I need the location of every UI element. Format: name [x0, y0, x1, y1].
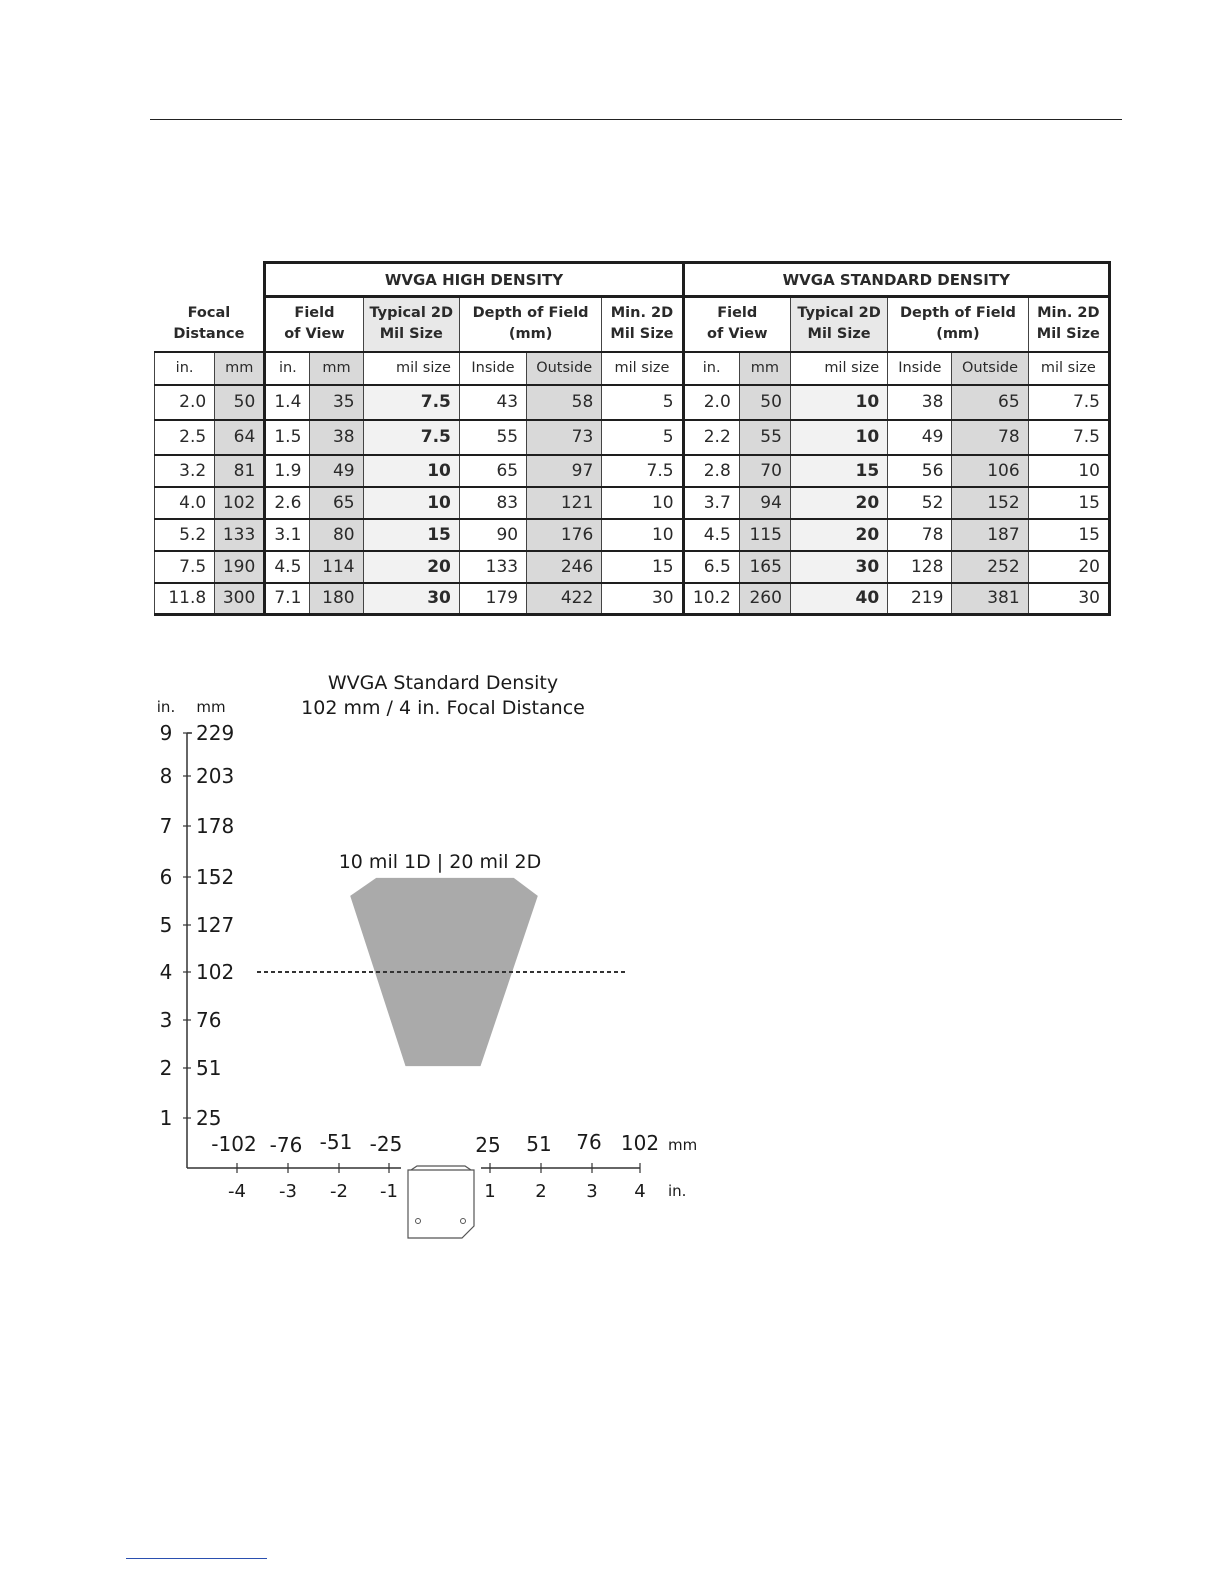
cell-sd-fov-mm: 94 [739, 487, 790, 519]
cell-sd-fov-mm: 165 [739, 551, 790, 583]
cell-hd-dof-inside: 55 [459, 420, 526, 455]
unit-hd-dof-outside: Outside [527, 352, 602, 385]
cell-hd-typical: 7.5 [363, 420, 459, 455]
cell-hd-dof-outside: 73 [527, 420, 602, 455]
cell-hd-dof-inside: 83 [459, 487, 526, 519]
unit-sd-dof-inside: Inside [888, 352, 952, 385]
cell-sd-typical: 20 [790, 487, 887, 519]
cell-hd-typical: 10 [363, 455, 459, 487]
cell-focal-in: 5.2 [155, 519, 215, 551]
x-tick-label-mm: -102 [211, 1132, 257, 1156]
y-tick-label-mm: 152 [196, 865, 235, 889]
x-tick-label-in: -4 [228, 1181, 246, 1202]
hd-depth-of-field-header: Depth of Field (mm) [459, 297, 601, 352]
y-tick-label-in: 7 [159, 814, 173, 838]
cell-focal-mm: 133 [215, 519, 265, 551]
cell-sd-dof-outside: 252 [952, 551, 1028, 583]
cell-sd-dof-inside: 78 [888, 519, 952, 551]
cell-hd-dof-inside: 179 [459, 583, 526, 615]
cell-sd-min: 15 [1028, 519, 1109, 551]
cell-sd-typical: 20 [790, 519, 887, 551]
cell-hd-min: 10 [602, 519, 683, 551]
cell-sd-fov-mm: 50 [739, 385, 790, 420]
cell-sd-dof-outside: 106 [952, 455, 1028, 487]
unit-sd-typical: mil size [790, 352, 887, 385]
cell-hd-dof-inside: 90 [459, 519, 526, 551]
focal-distance-header: Focal Distance [155, 297, 265, 352]
cell-hd-fov-mm: 180 [310, 583, 363, 615]
unit-hd-dof-inside: Inside [459, 352, 526, 385]
unit-focal-mm: mm [215, 352, 265, 385]
unit-hd-min: mil size [602, 352, 683, 385]
y-tick-label-mm: 178 [196, 814, 235, 838]
cell-sd-dof-outside: 78 [952, 420, 1028, 455]
unit-sd-dof-outside: Outside [952, 352, 1028, 385]
x-tick-label-mm: 76 [576, 1130, 602, 1154]
x-tick-label-in: 3 [586, 1181, 598, 1202]
y-tick-label-mm: 102 [196, 960, 235, 984]
cell-hd-min: 5 [602, 420, 683, 455]
y-tick-label-mm: 51 [196, 1056, 222, 1080]
cell-hd-fov-in: 2.6 [265, 487, 310, 519]
x-tick-label-in: -1 [380, 1181, 398, 1202]
cell-sd-dof-inside: 56 [888, 455, 952, 487]
cell-hd-fov-mm: 38 [310, 420, 363, 455]
high-density-header: WVGA HIGH DENSITY [265, 263, 683, 297]
cell-sd-typical: 30 [790, 551, 887, 583]
cell-sd-min: 15 [1028, 487, 1109, 519]
cell-hd-fov-in: 4.5 [265, 551, 310, 583]
cell-hd-min: 15 [602, 551, 683, 583]
y-unit-mm: mm [196, 698, 226, 716]
cell-focal-in: 11.8 [155, 583, 215, 615]
cell-hd-dof-outside: 58 [527, 385, 602, 420]
cell-sd-dof-outside: 152 [952, 487, 1028, 519]
cell-focal-mm: 50 [215, 385, 265, 420]
cell-hd-dof-inside: 65 [459, 455, 526, 487]
hd-min-mil-header: Min. 2D Mil Size [602, 297, 683, 352]
cell-hd-typical: 7.5 [363, 385, 459, 420]
cell-hd-typical: 30 [363, 583, 459, 615]
cell-sd-dof-inside: 38 [888, 385, 952, 420]
y-tick-label-mm: 25 [196, 1106, 222, 1130]
cell-hd-min: 5 [602, 385, 683, 420]
cell-sd-dof-inside: 52 [888, 487, 952, 519]
x-tick-label-in: 4 [634, 1181, 646, 1202]
cell-sd-fov-in: 2.2 [683, 420, 739, 455]
cell-hd-dof-outside: 246 [527, 551, 602, 583]
cell-sd-typical: 10 [790, 385, 887, 420]
x-tick-label-mm: -76 [269, 1133, 303, 1157]
y-tick-label-mm: 127 [196, 913, 235, 937]
unit-hd-fov-in: in. [265, 352, 310, 385]
cell-sd-typical: 10 [790, 420, 887, 455]
cell-hd-fov-in: 1.5 [265, 420, 310, 455]
zone-label: 10 mil 1D | 20 mil 2D [338, 851, 542, 873]
x-tick-label-in: 1 [484, 1181, 496, 1202]
sd-field-of-view-header: Field of View [683, 297, 790, 352]
cell-sd-dof-outside: 381 [952, 583, 1028, 615]
x-tick-label-mm: 102 [620, 1131, 660, 1155]
cell-sd-min: 30 [1028, 583, 1109, 615]
cell-sd-min: 7.5 [1028, 420, 1109, 455]
footer-rule [126, 1558, 267, 1559]
y-tick-label-in: 3 [159, 1008, 173, 1032]
x-tick-label-in: 2 [535, 1181, 547, 1202]
cell-sd-typical: 15 [790, 455, 887, 487]
cell-hd-dof-inside: 43 [459, 385, 526, 420]
cell-hd-min: 10 [602, 487, 683, 519]
cell-hd-min: 30 [602, 583, 683, 615]
cell-sd-fov-in: 4.5 [683, 519, 739, 551]
unit-hd-typical: mil size [363, 352, 459, 385]
cell-sd-min: 20 [1028, 551, 1109, 583]
y-tick-label-in: 8 [159, 764, 173, 788]
y-tick-label-in: 1 [159, 1106, 173, 1130]
sd-min-mil-header: Min. 2D Mil Size [1028, 297, 1109, 352]
unit-sd-fov-mm: mm [739, 352, 790, 385]
cell-hd-dof-outside: 422 [527, 583, 602, 615]
x-tick-label-mm: -25 [369, 1132, 403, 1156]
cell-hd-fov-mm: 35 [310, 385, 363, 420]
cell-focal-in: 2.5 [155, 420, 215, 455]
cell-hd-typical: 10 [363, 487, 459, 519]
cell-hd-typical: 20 [363, 551, 459, 583]
cell-sd-dof-outside: 187 [952, 519, 1028, 551]
cell-sd-fov-in: 3.7 [683, 487, 739, 519]
cell-hd-dof-outside: 121 [527, 487, 602, 519]
cell-sd-dof-inside: 49 [888, 420, 952, 455]
y-tick-label-mm: 229 [196, 721, 235, 745]
cell-focal-mm: 81 [215, 455, 265, 487]
unit-sd-min: mil size [1028, 352, 1109, 385]
unit-hd-fov-mm: mm [310, 352, 363, 385]
y-tick-label-in: 6 [159, 865, 173, 889]
cell-sd-fov-mm: 260 [739, 583, 790, 615]
cell-hd-fov-in: 7.1 [265, 583, 310, 615]
diagram-title: WVGA Standard Density [327, 672, 559, 694]
cell-sd-fov-in: 2.8 [683, 455, 739, 487]
cell-hd-dof-inside: 133 [459, 551, 526, 583]
y-tick-label-in: 4 [159, 960, 173, 984]
x-unit-mm: mm [668, 1136, 698, 1154]
cell-hd-dof-outside: 97 [527, 455, 602, 487]
cell-hd-fov-mm: 114 [310, 551, 363, 583]
cell-focal-in: 2.0 [155, 385, 215, 420]
x-tick-label-mm: 51 [526, 1132, 552, 1156]
cell-hd-fov-in: 1.4 [265, 385, 310, 420]
unit-sd-fov-in: in. [683, 352, 739, 385]
sd-depth-of-field-header: Depth of Field (mm) [888, 297, 1028, 352]
cell-sd-min: 10 [1028, 455, 1109, 487]
cell-sd-typical: 40 [790, 583, 887, 615]
cell-sd-dof-outside: 65 [952, 385, 1028, 420]
cell-sd-dof-inside: 128 [888, 551, 952, 583]
y-tick-label-mm: 203 [196, 764, 235, 788]
cell-sd-dof-inside: 219 [888, 583, 952, 615]
y-tick-label-in: 9 [159, 721, 173, 745]
cell-hd-fov-mm: 80 [310, 519, 363, 551]
cell-focal-in: 4.0 [155, 487, 215, 519]
sd-typical-mil-header: Typical 2D Mil Size [790, 297, 887, 352]
cell-hd-fov-in: 1.9 [265, 455, 310, 487]
cell-hd-min: 7.5 [602, 455, 683, 487]
y-tick-label-in: 2 [159, 1056, 173, 1080]
x-tick-label-mm: 25 [475, 1133, 501, 1157]
cell-sd-fov-in: 10.2 [683, 583, 739, 615]
x-tick-label-in: -2 [330, 1181, 348, 1202]
scanner-icon [408, 1166, 474, 1238]
y-tick-label-mm: 76 [196, 1008, 222, 1032]
cell-sd-fov-mm: 70 [739, 455, 790, 487]
cell-focal-in: 3.2 [155, 455, 215, 487]
cell-hd-fov-mm: 49 [310, 455, 363, 487]
cell-sd-fov-in: 6.5 [683, 551, 739, 583]
x-tick-label-in: -3 [279, 1181, 297, 1202]
cell-hd-fov-in: 3.1 [265, 519, 310, 551]
x-unit-in: in. [668, 1182, 687, 1200]
cell-sd-fov-mm: 55 [739, 420, 790, 455]
cell-sd-fov-in: 2.0 [683, 385, 739, 420]
cell-sd-fov-mm: 115 [739, 519, 790, 551]
cell-focal-mm: 102 [215, 487, 265, 519]
hd-field-of-view-header: Field of View [265, 297, 363, 352]
cell-hd-typical: 15 [363, 519, 459, 551]
cell-hd-fov-mm: 65 [310, 487, 363, 519]
cell-sd-min: 7.5 [1028, 385, 1109, 420]
y-axis [160, 721, 235, 1168]
diagram-subtitle: 102 mm / 4 in. Focal Distance [301, 697, 585, 719]
cell-focal-mm: 190 [215, 551, 265, 583]
cell-focal-in: 7.5 [155, 551, 215, 583]
y-unit-in: in. [156, 698, 176, 716]
cell-focal-mm: 300 [215, 583, 265, 615]
unit-focal-in: in. [155, 352, 215, 385]
cell-focal-mm: 64 [215, 420, 265, 455]
y-tick-label-in: 5 [159, 913, 173, 937]
cell-hd-dof-outside: 176 [527, 519, 602, 551]
x-tick-label-mm: -51 [319, 1130, 353, 1154]
hd-typical-mil-header: Typical 2D Mil Size [363, 297, 459, 352]
standard-density-header: WVGA STANDARD DENSITY [683, 263, 1109, 297]
